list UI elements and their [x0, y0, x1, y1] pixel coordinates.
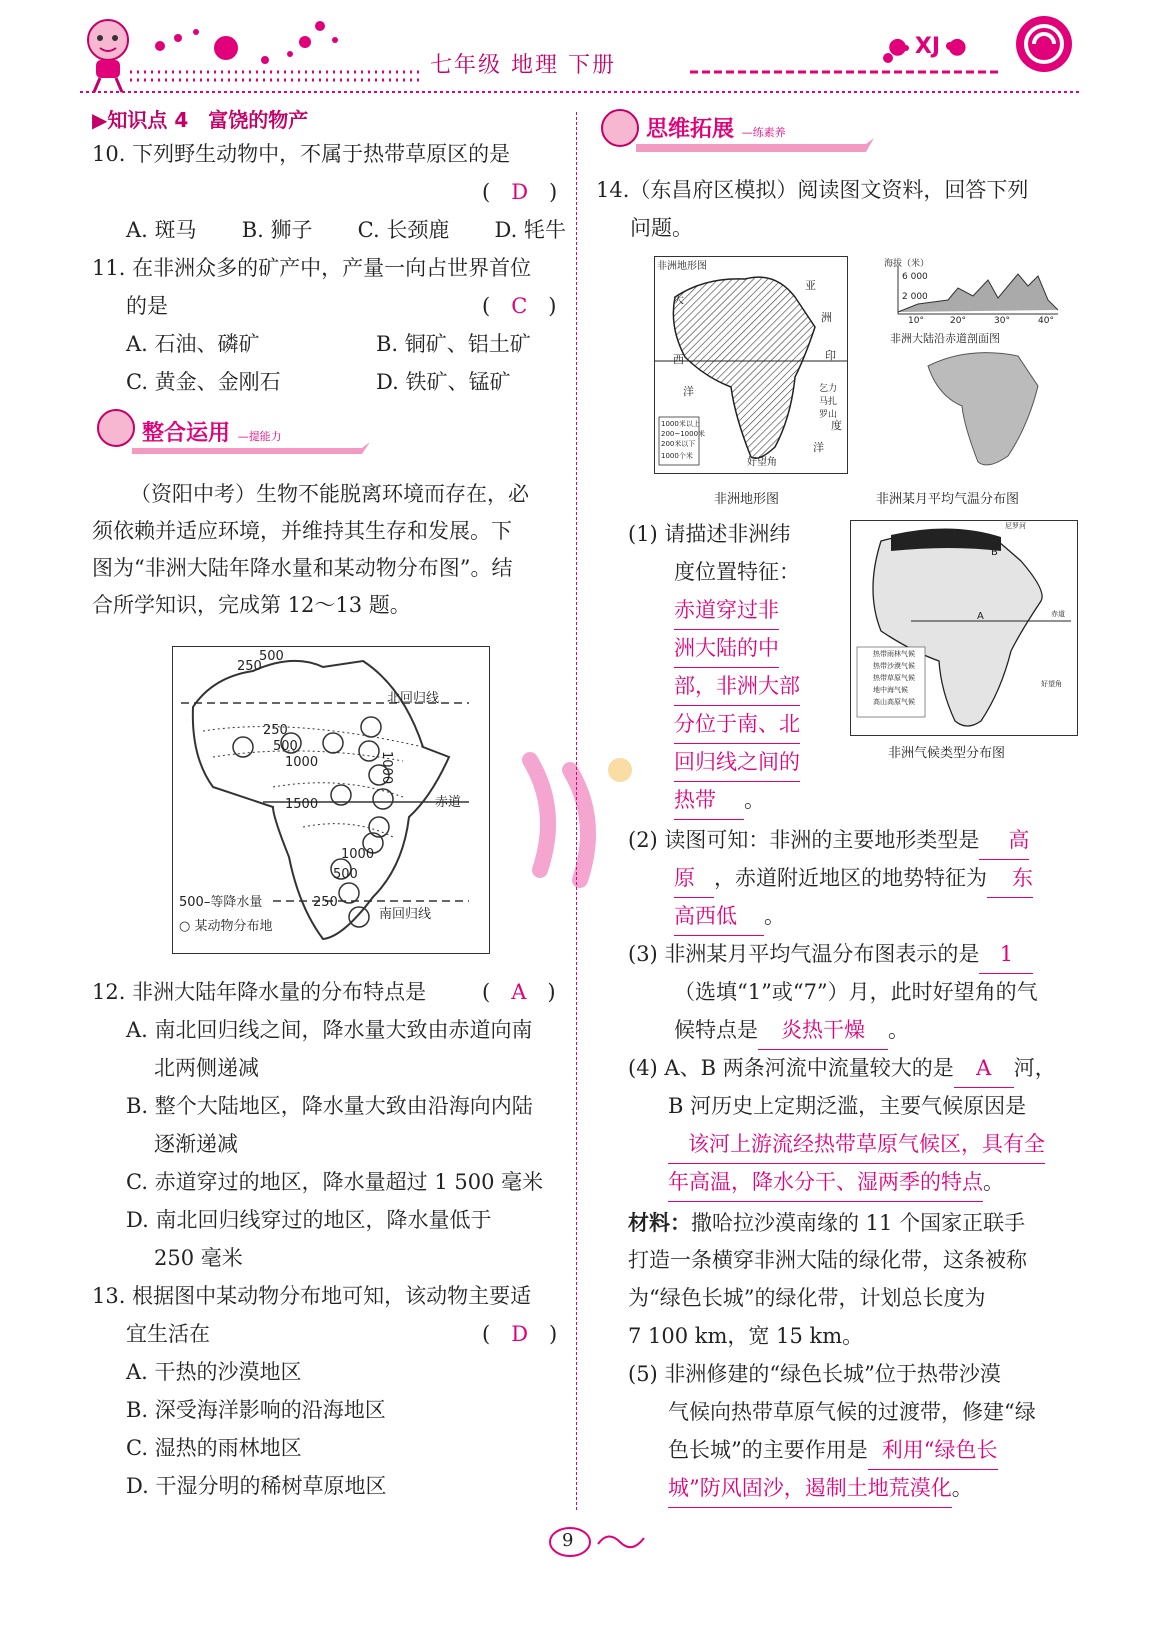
material-line-1: 材料：撒哈拉沙漠南缘的 11 个国家正联手: [628, 1210, 1026, 1235]
p4-answer-1: 该河上游流经热带草原气候区，具有全: [668, 1126, 1045, 1164]
africa-temperature-figure: 海拔（米） 6 000 2 000 10° 20° 30° 40° 非洲大陆沿赤道剖面图: [878, 256, 1068, 472]
header-edition: ● XJ ●: [888, 34, 967, 59]
q14-stem-cont: 问题。: [630, 216, 693, 240]
p1-answer-3: 部，非洲大部: [674, 668, 800, 706]
circle-legend-icon: ○: [179, 919, 191, 934]
p4-line-1: (4) A、B 两条河流中流量较大的是 A 河，: [628, 1050, 1056, 1088]
p1-question: (1) 请描述非洲纬: [628, 522, 791, 546]
climate-map-caption: 非洲气候类型分布图: [888, 746, 1006, 761]
footer-swirl-icon: [598, 1536, 644, 1547]
q13-option-b: B. 深受海洋影响的沿海地区: [126, 1398, 386, 1422]
cartoon-boy-icon: [98, 410, 134, 446]
q11-option-a: A. 石油、磷矿: [126, 332, 260, 356]
q10-options: A. 斑马 B. 狮子 C. 长颈鹿 D. 牦牛: [126, 218, 566, 242]
p2-line-3: 高西低 。: [674, 898, 785, 936]
q11-stem-cont: 的是: [126, 294, 168, 318]
q13-stem: 13. 根据图中某动物分布地可知，该动物主要适: [92, 1284, 532, 1308]
p3-line-2: （选填“1”或“7”）月，此时好望角的气: [674, 980, 1038, 1004]
q12-answer: ( A ): [482, 980, 556, 1004]
q13-option-c: C. 湿热的雨林地区: [126, 1436, 302, 1460]
p3-line-1: (3) 非洲某月平均气温分布图表示的是 1: [628, 936, 1033, 974]
terrain-map-caption: 非洲地形图: [714, 492, 780, 507]
p5-line-2: 气候向热带草原气候的过渡带，修建“绿: [668, 1400, 1036, 1424]
q14-stem: 14.（东昌府区模拟）阅读图文资料，回答下列: [596, 178, 1029, 202]
integration-banner: 整合运用 —提能力: [92, 404, 372, 460]
q10-stem: 10. 下列野生动物中，不属于热带草原区的是: [92, 142, 511, 166]
q11-option-b: B. 铜矿、铝土矿: [376, 332, 531, 356]
q11-stem: 11. 在非洲众多的矿产中，产量一向占世界首位: [92, 256, 532, 280]
material-line-3: 为“绿色长城”的绿化带，计划总长度为: [628, 1286, 986, 1310]
q13-answer: ( D ): [482, 1322, 558, 1346]
page-number: 9: [562, 1530, 574, 1551]
q12-option-b: B. 整个大陆地区，降水量大致由沿海向内陆: [126, 1094, 533, 1118]
temperature-map-caption: 非洲某月平均气温分布图: [876, 492, 1020, 507]
cartoon-girl-icon: [88, 20, 128, 92]
p1-answer-1: 赤道穿过非: [674, 592, 779, 630]
section-label: ▶知识点 4 富饶的物产: [92, 108, 309, 132]
q13-option-a: A. 干热的沙漠地区: [126, 1360, 302, 1384]
q12-stem: 12. 非洲大陆年降水量的分布特点是: [92, 980, 427, 1004]
p1-answer-6: 热带 。: [674, 782, 765, 820]
intro-line-2: 须依赖并适应环境，并维持其生存和发展。下: [92, 519, 512, 543]
p1-answer-4: 分位于南、北: [674, 706, 800, 744]
q13-option-d: D. 干湿分明的稀树草原地区: [126, 1474, 387, 1498]
watermark-logo: [500, 730, 660, 890]
q11-option-c: C. 黄金、金刚石: [126, 370, 281, 394]
q13-stem-cont: 宜生活在: [126, 1322, 210, 1346]
q12-option-a: A. 南北回归线之间，降水量大致由赤道向南: [126, 1018, 533, 1042]
africa-terrain-map: 非洲地形图 亚 大 洲 西 印 洋 乞力马扎罗山 度 洋 好望角 1000米以上 200~1000米 200米以下 1000个米: [654, 256, 848, 474]
intro-line-1: （资阳中考）生物不能脱离环境而存在，必: [130, 482, 529, 506]
header-title: 七年级 地理 下册: [430, 53, 616, 78]
p2-line-1: (2) 读图可知：非洲的主要地形类型是 高: [628, 822, 1029, 860]
cartoon-girl-reading-icon: [602, 110, 638, 146]
p5-line-1: (5) 非洲修建的“绿色长城”位于热带沙漠: [628, 1362, 1001, 1386]
intro-line-3: 图为“非洲大陆年降水量和某动物分布图”。结: [92, 556, 513, 580]
p1-answer-2: 洲大陆的中: [674, 630, 779, 668]
p2-line-2: 原 ，赤道附近地区的地势特征为 东: [674, 860, 1033, 898]
q11-answer: ( C ): [482, 294, 557, 318]
p5-line-3: 色长城”的主要作用是 利用“绿色长: [668, 1432, 998, 1470]
p5-line-4: 城”防风固沙，遏制土地荒漠化。: [668, 1470, 973, 1508]
rainfall-animal-map: 500 250 北回归线 250 500 1000 1000 赤道 1500 1000 500 250 南回归线 500–等降水量 ○ 某动物分布地: [172, 646, 490, 954]
extension-banner: 思维拓展 —练素养: [596, 104, 876, 160]
material-line-4: 7 100 km，宽 15 km。: [628, 1324, 864, 1348]
p3-line-3: 候特点是 炎热干燥 。: [674, 1012, 909, 1050]
intro-line-4: 合所学知识，完成第 12～13 题。: [92, 593, 411, 617]
p1-answer-5: 回归线之间的: [674, 744, 800, 782]
q12-option-b-cont: 逐渐递减: [154, 1132, 238, 1156]
q11-option-d: D. 铁矿、锰矿: [376, 370, 511, 394]
q12-option-c: C. 赤道穿过的地区，降水量超过 1 500 毫米: [126, 1170, 544, 1194]
p4-line-2: B 河历史上定期泛滥，主要气候原因是: [668, 1094, 1027, 1118]
p1-question-cont: 度位置特征：: [674, 560, 800, 584]
swirl-logo-icon: [1016, 16, 1072, 72]
material-line-2: 打造一条横穿非洲大陆的绿化带，这条被称: [628, 1248, 1027, 1272]
p4-answer-2: 年高温，降水分干、湿两季的特点。: [668, 1164, 1004, 1202]
q10-answer: ( D ): [482, 180, 558, 204]
q12-option-d: D. 南北回归线穿过的地区，降水量低于: [126, 1208, 492, 1232]
africa-climate-map: B 尼罗河 A 赤道 好望角 热带雨林气候 热带沙漠气候 热带草原气候 地中海气候 高山高原气候: [850, 520, 1078, 736]
page-header: [0, 0, 1160, 100]
q12-option-d-cont: 250 毫米: [154, 1246, 243, 1270]
q12-option-a-cont: 北两侧递减: [154, 1056, 259, 1080]
page-footer: [548, 1524, 658, 1560]
play-arrow-icon: ▶: [92, 108, 108, 132]
